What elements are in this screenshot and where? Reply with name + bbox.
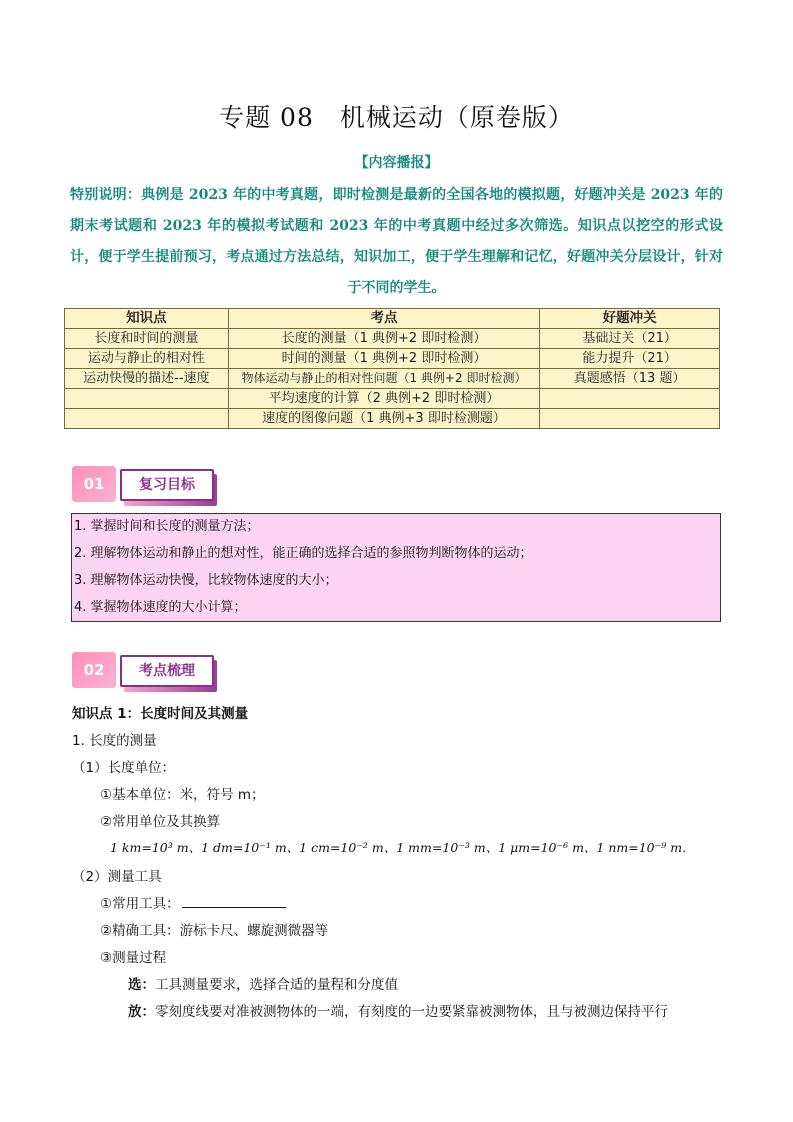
knowledge-table [64, 308, 720, 429]
content-line: ②精确工具：游标卡尺、螺旋测微器等 [100, 923, 329, 939]
intro-heading: 【内容播报】 [354, 155, 439, 171]
table-header: 好题冲关 [540, 309, 720, 329]
page-title: 专题 08 机械运动（原卷版） [219, 103, 574, 132]
table-cell: 能力提升（21） [540, 349, 720, 369]
table-cell: 长度和时间的测量 [65, 329, 229, 349]
table-cell: 真题感悟（13 题） [540, 369, 720, 389]
table-cell [65, 389, 229, 409]
content-line [100, 892, 286, 912]
content-text: ①常用工具： [100, 896, 180, 912]
section-number: 01 [72, 466, 116, 502]
table-cell: 长度的测量（1 典例+2 即时检测） [228, 329, 539, 349]
table-header: 知识点 [65, 309, 229, 329]
table-row [65, 329, 720, 349]
section-badge-exam-points [72, 652, 222, 698]
step-text: 工具测量要求，选择合适的量程和分度值 [155, 977, 398, 993]
table-cell: 物体运动与静止的相对性问题（1 典例+2 即时检测） [228, 369, 539, 389]
content-line [128, 1000, 668, 1020]
table-cell: 运动快慢的描述--速度 [65, 369, 229, 389]
table-cell: 平均速度的计算（2 典例+2 即时检测） [228, 389, 539, 409]
content-line: （2）测量工具 [72, 869, 162, 885]
content-line: ②常用单位及其换算 [100, 814, 221, 830]
table-row [65, 369, 720, 389]
goal-item: 3. 理解物体运动快慢，比较物体速度的大小； [74, 573, 338, 588]
table-header-row [65, 309, 720, 329]
intro-text: 特别说明：典例是 2023 年的中考真题，即时检测是最新的全国各地的模拟题，好题冲关是 2023 年的期末考试题和 2023 年的模拟考试题和 2023 年的中考真题中经过多次筛选。知识点以挖空的形式设计，便于学生提前预习，考点通过方法总结，知识加工，便于学生理解和记忆，好题冲关分层设计，针对于不同的学生。 [70, 187, 723, 296]
table-row [65, 409, 720, 429]
table-row [65, 349, 720, 369]
section-badge-review-goals [72, 466, 222, 512]
unit-conversion-formula: 1 km=10³ m、1 dm=10⁻¹ m、1 cm=10⁻² m、1 mm=10⁻³ m、1 μm=10⁻⁶ m、1 nm=10⁻⁹ m. [110, 840, 687, 855]
section-label: 复习目标 [120, 469, 214, 501]
table-cell [540, 389, 720, 409]
goal-item: 1. 掌握时间和长度的测量方法； [74, 519, 260, 534]
table-cell: 基础过关（21） [540, 329, 720, 349]
section-label: 考点梳理 [120, 655, 214, 687]
table-cell: 时间的测量（1 典例+2 即时检测） [228, 349, 539, 369]
table-cell [540, 409, 720, 429]
table-row [65, 389, 720, 409]
table-cell: 速度的图像问题（1 典例+3 即时检测题） [228, 409, 539, 429]
section-number: 02 [72, 652, 116, 688]
content-line: （1）长度单位： [72, 760, 176, 776]
review-goals-box [71, 513, 721, 622]
goal-item: 2. 理解物体运动和静止的想对性，能正确的选择合适的参照物判断物体的运动； [74, 546, 533, 561]
step-key: 放： [128, 1004, 155, 1020]
content-line: 1. 长度的测量 [72, 733, 157, 749]
content-line [128, 973, 398, 993]
knowledge-point-heading: 知识点 1：长度时间及其测量 [72, 706, 249, 722]
fill-in-blank [182, 895, 286, 908]
table-header: 考点 [228, 309, 539, 329]
content-line: ③测量过程 [100, 950, 167, 966]
table-cell: 运动与静止的相对性 [65, 349, 229, 369]
content-line: ①基本单位：米，符号 m； [100, 787, 265, 803]
table-cell [65, 409, 229, 429]
step-key: 选： [128, 977, 155, 993]
goal-item: 4. 掌握物体速度的大小计算； [74, 600, 247, 615]
step-text: 零刻度线要对准被测物体的一端，有刻度的一边要紧靠被测物体，且与被测边保持平行 [155, 1004, 668, 1020]
